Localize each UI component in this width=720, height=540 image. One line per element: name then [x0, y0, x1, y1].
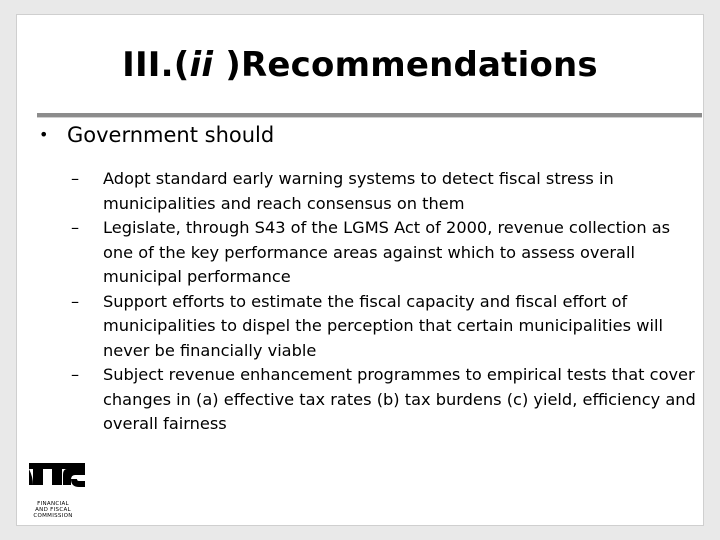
title-suffix: )Recommendations	[213, 45, 598, 85]
main-bullet	[39, 123, 274, 147]
logo-line-1: FINANCIAL	[37, 501, 69, 507]
page-title	[17, 45, 703, 85]
title-prefix: III.(	[122, 45, 190, 85]
list-item	[59, 167, 699, 216]
list-item-text: Adopt standard early warning systems to detect fiscal stress in municipalities and reach consensus on them	[103, 169, 614, 213]
title-divider-shadow	[37, 117, 702, 118]
title-italic: ii	[189, 45, 214, 85]
list-item	[59, 363, 699, 437]
sub-bullet-list	[59, 167, 699, 437]
list-item-text: Support efforts to estimate the fiscal capacity and fiscal effort of municipalities to dispel the perception that certain municipalities will never be financially viable	[103, 291, 663, 360]
bullet-glyph: •	[39, 125, 49, 144]
list-item	[59, 216, 699, 290]
dash-glyph: –	[71, 218, 80, 237]
logo-caption	[23, 501, 83, 519]
slide	[16, 14, 704, 526]
list-item-text: Subject revenue enhancement programmes to empirical tests that cover changes in (a) effective tax rates (b) tax burdens (c) yield, efficiency and overall fairness	[103, 365, 696, 433]
dash-glyph: –	[71, 169, 80, 188]
logo-line-2: AND FISCAL	[35, 507, 71, 513]
dash-glyph: –	[71, 291, 80, 311]
list-item-text: Legislate, through S43 of the LGMS Act of 2000, revenue collection as one of the key performance areas against which to assess overall municipal performance	[103, 218, 671, 286]
main-bullet-text: Government should	[67, 123, 275, 147]
list-item	[59, 290, 699, 364]
logo-line-3: COMMISSION	[33, 513, 73, 519]
dash-glyph: –	[71, 365, 80, 384]
